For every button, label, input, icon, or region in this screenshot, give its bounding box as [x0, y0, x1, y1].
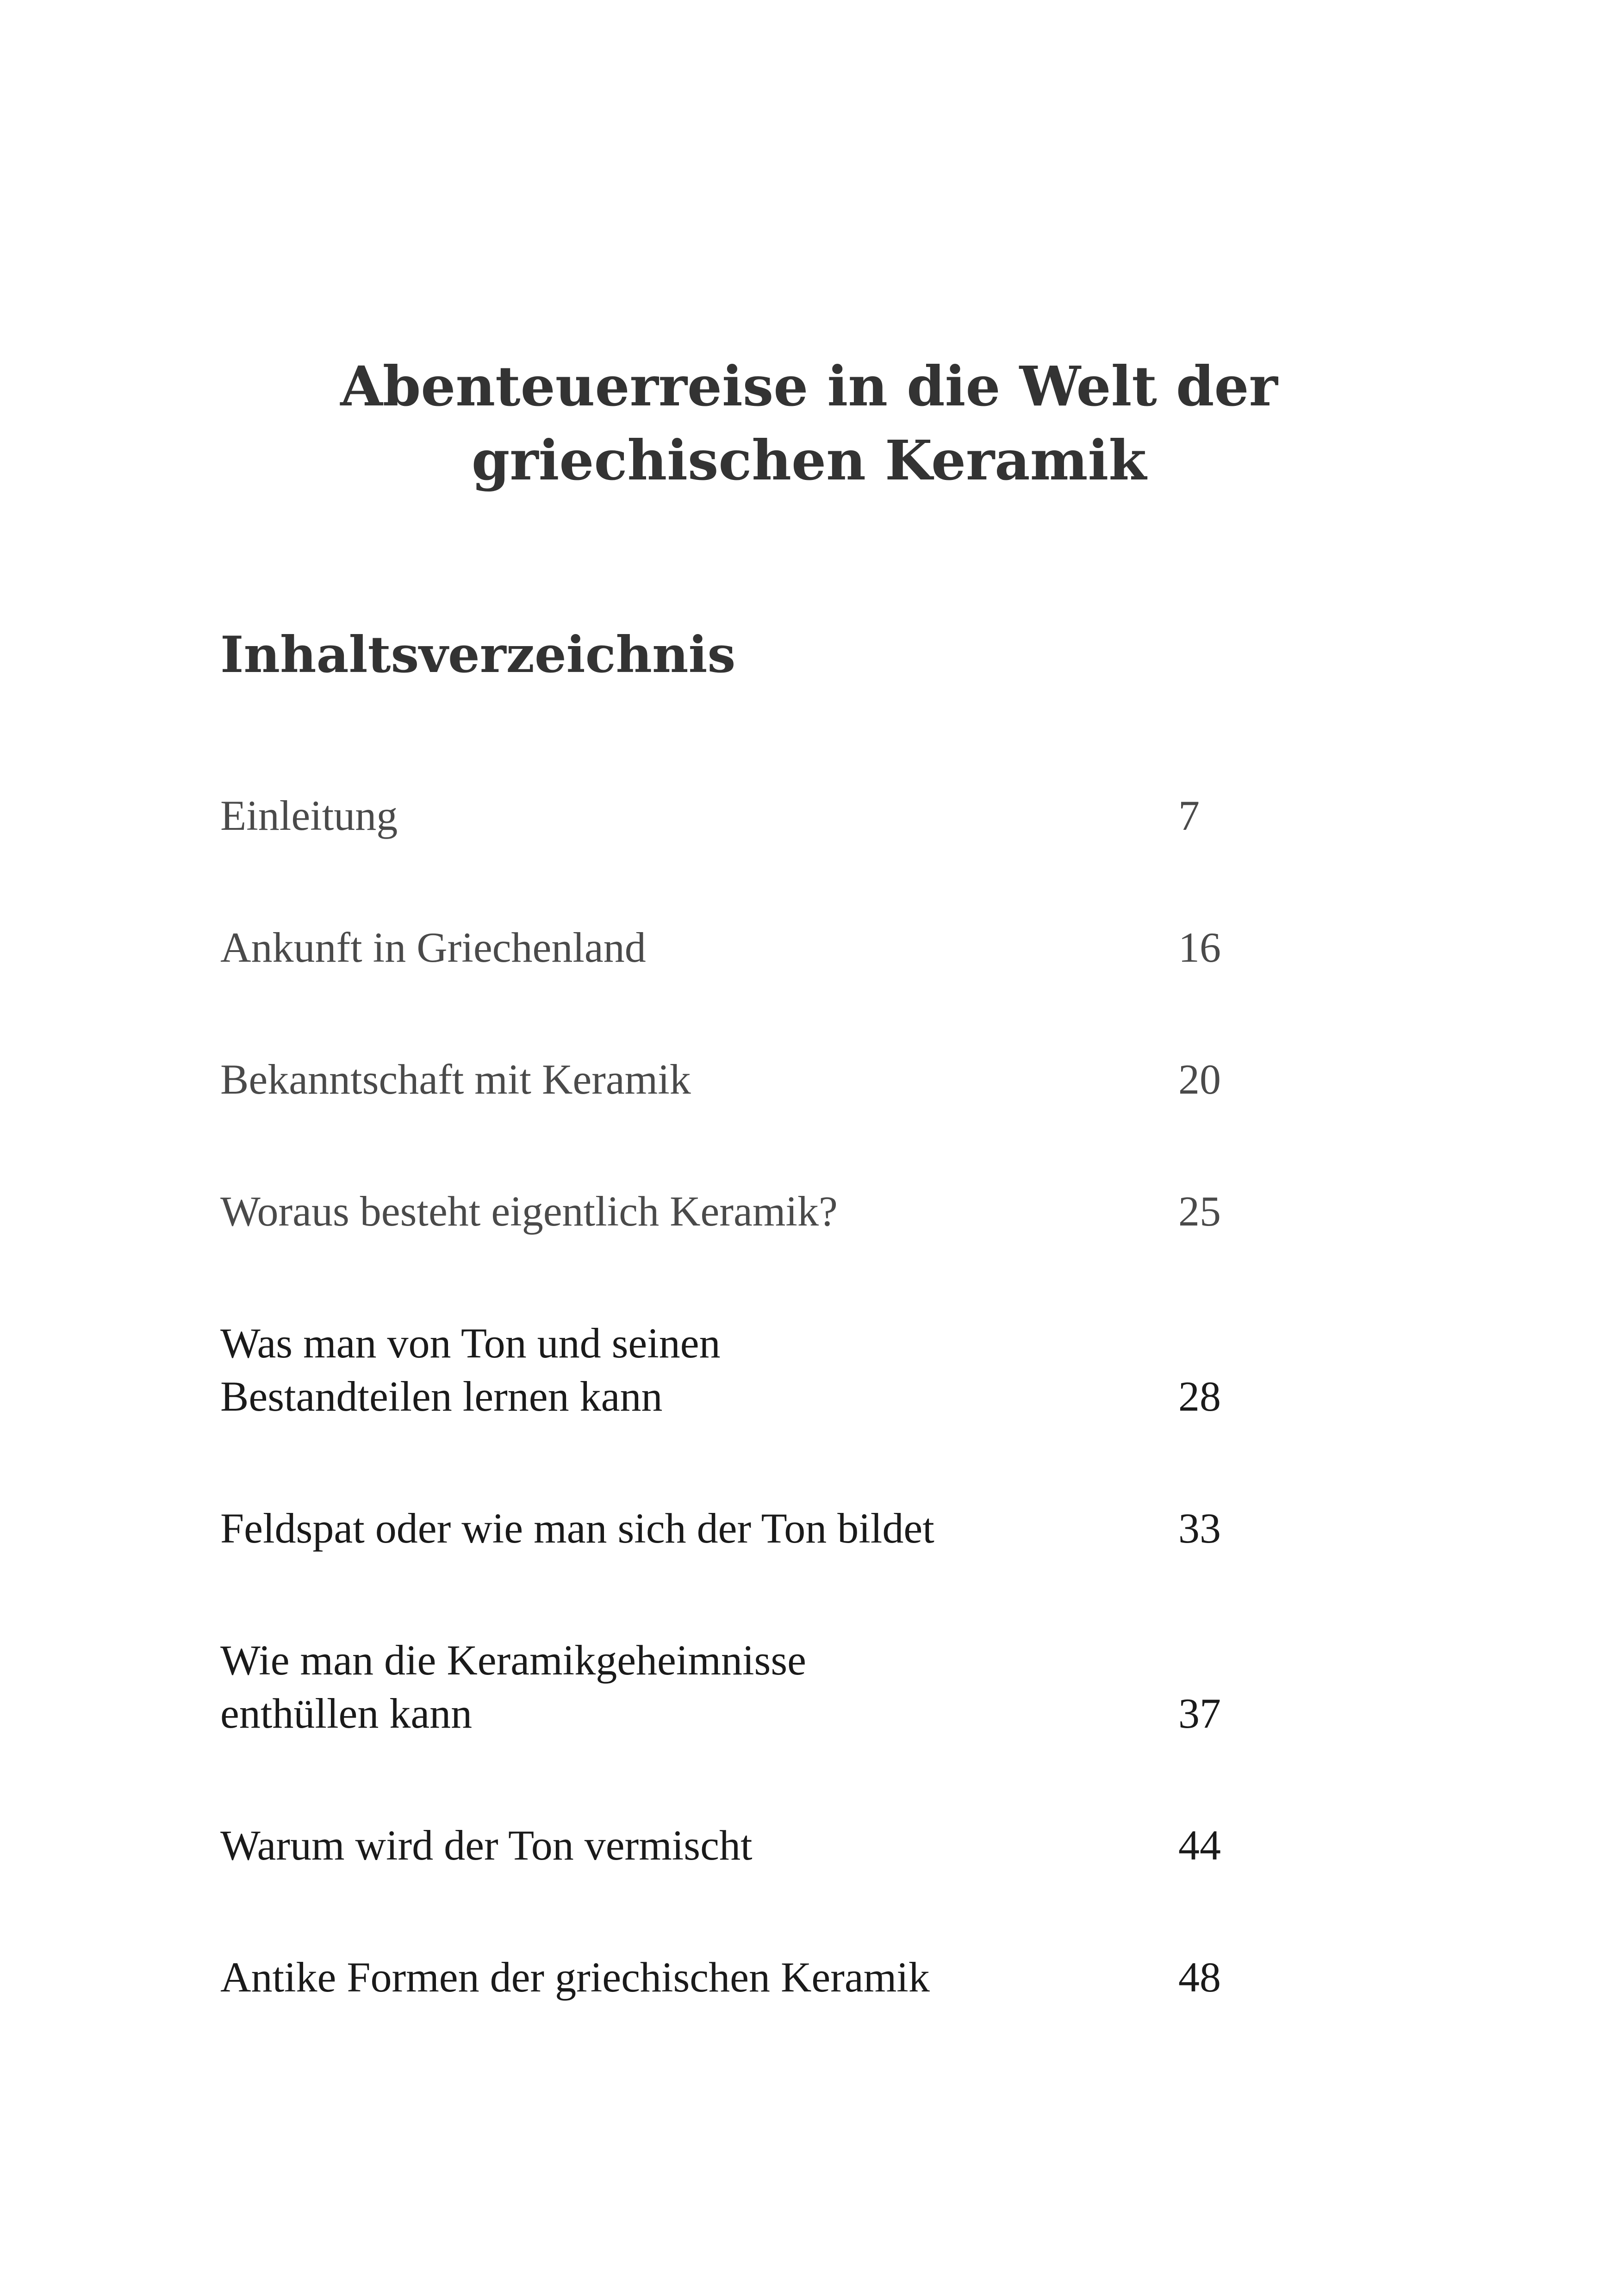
- toc-entry: [220, 1951, 1285, 2004]
- toc-entry-title-line: Warum wird der Ton vermischt: [220, 1822, 753, 1869]
- toc-entry-title-line: enthüllen kann: [220, 1690, 473, 1737]
- toc-entry: [220, 1185, 1285, 1238]
- toc-entry-title: [220, 1819, 1146, 1872]
- toc-entry-title: [220, 1317, 1146, 1423]
- toc-entry-title: [220, 921, 1146, 974]
- toc-entry-page-number: 33: [1178, 1505, 1221, 1552]
- toc-entry-page-number: 28: [1178, 1373, 1221, 1420]
- book-title-line-1: Abenteuerreise in die Welt der: [340, 354, 1278, 418]
- toc-entry-page-number: 7: [1178, 792, 1200, 839]
- toc-entry-title: [220, 1634, 1146, 1740]
- toc-heading: Inhaltsverzeichnis: [220, 626, 736, 684]
- toc-entry-page-number: 20: [1178, 1056, 1221, 1103]
- book-title: [0, 349, 1618, 498]
- toc-entry-title: [220, 1502, 1146, 1555]
- toc-entry: [220, 1053, 1285, 1106]
- toc-entry: [220, 1502, 1285, 1555]
- toc-entry-page-number: 44: [1178, 1822, 1221, 1869]
- toc-entry-title-line: Antike Formen der griechischen Keramik: [220, 1954, 930, 2001]
- toc-entry-title-line: Bestandteilen lernen kann: [220, 1373, 663, 1420]
- toc-entry: [220, 1819, 1285, 1872]
- toc-entry-page-number: 25: [1178, 1188, 1221, 1235]
- toc-entry-title: [220, 1951, 1146, 2004]
- toc-entry-title-line: Einleitung: [220, 792, 398, 839]
- toc-entry-title-line: Feldspat oder wie man sich der Ton bildet: [220, 1505, 934, 1552]
- toc-entry-page-number: 48: [1178, 1954, 1221, 2001]
- toc-entry-title-line: Was man von Ton und seinen: [220, 1319, 721, 1367]
- toc-entry-title: [220, 1185, 1146, 1238]
- toc-entry-title-line: Ankunft in Griechenland: [220, 924, 646, 971]
- toc-entry: [220, 789, 1285, 842]
- toc-entry-title: [220, 1053, 1146, 1106]
- toc-entry: [220, 1634, 1285, 1740]
- toc-entry: [220, 1317, 1285, 1423]
- toc-entry-title-line: Bekanntschaft mit Keramik: [220, 1056, 691, 1103]
- toc-entry-page-number: 16: [1178, 924, 1221, 971]
- toc-entry-title-line: Wie man die Keramikgeheimnisse: [220, 1636, 806, 1684]
- book-title-line-2: griechischen Keramik: [471, 428, 1147, 492]
- toc-entry-title-line: Woraus besteht eigentlich Keramik?: [220, 1188, 838, 1235]
- toc-entry: [220, 921, 1285, 974]
- toc-entry-page-number: 37: [1178, 1690, 1221, 1737]
- toc-entry-title: [220, 789, 1146, 842]
